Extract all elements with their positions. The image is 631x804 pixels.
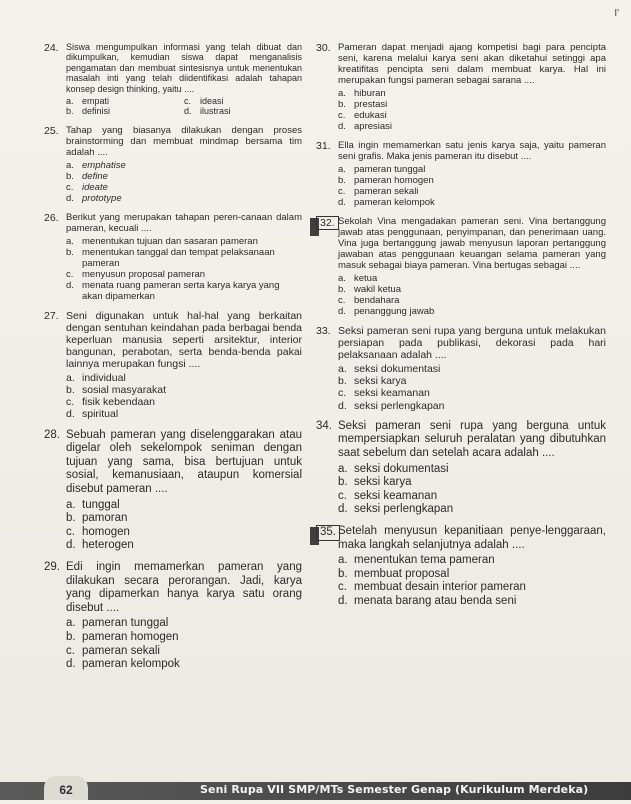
option-b[interactable]: b. definisi: [66, 106, 111, 117]
option-b[interactable]: b. membuat proposal: [338, 567, 450, 580]
option-c[interactable]: c. menyusun proposal pameran: [66, 268, 206, 280]
question-text: Pameran dapat menjadi ajang kompetisi bagi para pencipta seni, karena melalui karya seni akan diketahui setinggi apa kreatifitas pencipta seni dalam membuat karya. Hal ini merupakan fungsi pameran sebagai sarana ....: [338, 42, 606, 86]
option-d[interactable]: d. apresiasi: [338, 121, 393, 132]
option-a[interactable]: a. pameran tunggal: [338, 164, 426, 175]
question-32: [316, 216, 606, 317]
option-c[interactable]: c. edukasi: [338, 110, 387, 121]
question-30: [316, 42, 606, 132]
question-number: 25.: [44, 124, 59, 137]
right-column: [316, 42, 606, 617]
page-number: 62: [44, 776, 88, 800]
question-number: 31.: [316, 140, 331, 152]
book-title: Seni Rupa VII SMP/MTs Semester Genap (Kurikulum Merdeka): [200, 783, 589, 796]
option-d[interactable]: d. pameran kelompok: [66, 658, 180, 671]
question-number: 27.: [44, 309, 59, 322]
question-text: Seni digunakan untuk hal-hal yang berkaitan dengan sentuhan keindahan pada berbagai benda keperluan manusia seperti arsitektur, interior bangunan, perabotan, serta benda-benda pakai lainnya merupakan fungsi ....: [66, 309, 302, 370]
left-column: [44, 42, 302, 680]
question-34: [316, 420, 606, 517]
option-b[interactable]: b. sosial masyarakat: [66, 384, 167, 397]
question-number: 26.: [44, 211, 59, 224]
option-c[interactable]: c. ideate: [66, 181, 108, 193]
option-a[interactable]: a. menentukan tujuan dan sasaran pameran: [66, 235, 258, 247]
option-c[interactable]: c. ideasi: [184, 96, 224, 107]
option-d[interactable]: d. penanggung jawab: [338, 306, 435, 317]
question-number: 35.: [316, 525, 340, 541]
option-a[interactable]: a. emphatise: [66, 159, 126, 171]
option-d[interactable]: d. seksi perlengkapan: [338, 399, 445, 412]
question-text: Berikut yang merupakan tahapan peren-canaan dalam pameran, kecuali ....: [66, 211, 302, 234]
option-c[interactable]: c. fisik kebendaan: [66, 396, 155, 409]
option-d[interactable]: d. seksi perlengkapan: [338, 503, 454, 516]
option-b[interactable]: b. pameran homogen: [338, 175, 434, 186]
question-24: [44, 42, 302, 117]
question-number: 34.: [316, 419, 332, 432]
option-c[interactable]: c. pameran sekali: [338, 186, 419, 197]
option-c[interactable]: c. bendahara: [338, 295, 400, 306]
question-text: Seksi pameran seni rupa yang berguna untuk mempersiapkan seluruh peralatan yang dibutuhkan saat sebelum dan setelah acara adalah ....: [338, 419, 606, 459]
option-a[interactable]: a. ketua: [338, 273, 378, 284]
option-b[interactable]: b. menentukan tanggal dan tempat pelaksanaan pameran: [66, 246, 275, 269]
option-a[interactable]: a. pameran tunggal: [66, 617, 169, 630]
option-a[interactable]: a. seksi dokumentasi: [338, 363, 441, 375]
question-26: [44, 212, 302, 302]
question-text: Setelah menyusun kepanitiaan penye-lenggaraan, maka langkah selanjutnya adalah ....: [338, 524, 606, 551]
question-text: Tahap yang biasanya dilakukan dengan proses brainstorming dan membuat mindmap bersama tim adalah ....: [66, 124, 302, 158]
question-text: Siswa mengumpulkan informasi yang telah dibuat dan dikumpulkan, kemudian siswa dapat menganalisis pengamatan dan membuat sintesisnya untuk menentukan masalah inti yang telah diidentifikasi adalah tahapan konsep design thinking, yaitu ....: [66, 42, 302, 94]
option-d[interactable]: d. heterogen: [66, 539, 134, 552]
question-35: [316, 525, 606, 609]
option-b[interactable]: b. pameran homogen: [66, 630, 179, 643]
option-a[interactable]: a. hiburan: [338, 88, 386, 99]
corner-mark: I': [614, 8, 619, 19]
question-text: Seksi pameran seni rupa yang berguna untuk melakukan persiapan pada publikasi, dekorasi pada hari pelaksanaan adalah ....: [338, 325, 606, 361]
question-number: 29.: [44, 561, 60, 573]
option-a[interactable]: a. menentukan tema pameran: [338, 554, 495, 567]
question-text: Sekolah Vina mengadakan pameran seni. Vina bertanggung jawab atas penggunaan, penyimpanan, dan penerimaan uang. Vina juga bertanggung jawab menyusun laporan pertanggung jawaban atas penggunaan keuangan selama pameran yang masuk sebagai biaya pameran. Vina bertugas sebagai ....: [338, 216, 606, 271]
question-25: [44, 125, 302, 204]
question-number: 30.: [316, 42, 331, 54]
question-text: Sebuah pameran yang diselenggarakan atau digelar oleh sekelompok seniman dengan tujuan yang sama, bisa bertujuan untuk sosial, kemanusiaan, ataupun komersial disebut pameran ....: [66, 428, 302, 496]
option-c[interactable]: c. membuat desain interior pameran: [338, 581, 526, 594]
option-d[interactable]: d. prototype: [66, 192, 122, 204]
option-c[interactable]: c. seksi keamanan: [338, 387, 430, 400]
question-number: 33.: [316, 325, 331, 337]
option-a[interactable]: a. empati: [66, 96, 110, 107]
option-a[interactable]: a. tunggal: [66, 498, 120, 511]
question-28: [44, 429, 302, 553]
option-b[interactable]: b. seksi karya: [338, 476, 412, 489]
option-d[interactable]: d. pameran kelompok: [338, 197, 435, 208]
option-c[interactable]: c. seksi keamanan: [338, 489, 438, 502]
page-footer: [0, 766, 631, 800]
option-d[interactable]: d. ilustrasi: [184, 106, 231, 117]
option-b[interactable]: b. pamoran: [66, 512, 128, 525]
question-text: Ella ingin memamerkan satu jenis karya saja, yaitu pameran seni grafis. Maka jenis pameran itu disebut ....: [338, 140, 606, 162]
option-a[interactable]: a. seksi dokumentasi: [338, 462, 449, 475]
question-27: [44, 310, 302, 421]
option-d[interactable]: d. spiritual: [66, 408, 119, 421]
question-number: 28.: [44, 428, 60, 441]
question-number: 32.: [316, 216, 339, 230]
option-b[interactable]: b. prestasi: [338, 99, 388, 110]
option-d[interactable]: d. menata barang atau benda seni: [338, 594, 517, 607]
option-c[interactable]: c. pameran sekali: [66, 644, 160, 657]
option-d[interactable]: d. menata ruang pameran serta karya karya yang akan dipamerkan: [66, 279, 280, 302]
option-b[interactable]: b. define: [66, 170, 108, 182]
option-a[interactable]: a. individual: [66, 371, 126, 384]
question-29: [44, 561, 302, 672]
question-31: [316, 140, 606, 208]
question-text: Edi ingin memamerkan pameran yang dilakukan secara perorangan. Jadi, karya yang dipamerkan hanya karya satu orang disebut ....: [66, 561, 302, 614]
option-c[interactable]: c. homogen: [66, 525, 130, 538]
question-33: [316, 325, 606, 412]
option-b[interactable]: b. wakil ketua: [338, 284, 401, 295]
option-b[interactable]: b. seksi karya: [338, 375, 407, 388]
question-number: 24.: [44, 42, 59, 54]
